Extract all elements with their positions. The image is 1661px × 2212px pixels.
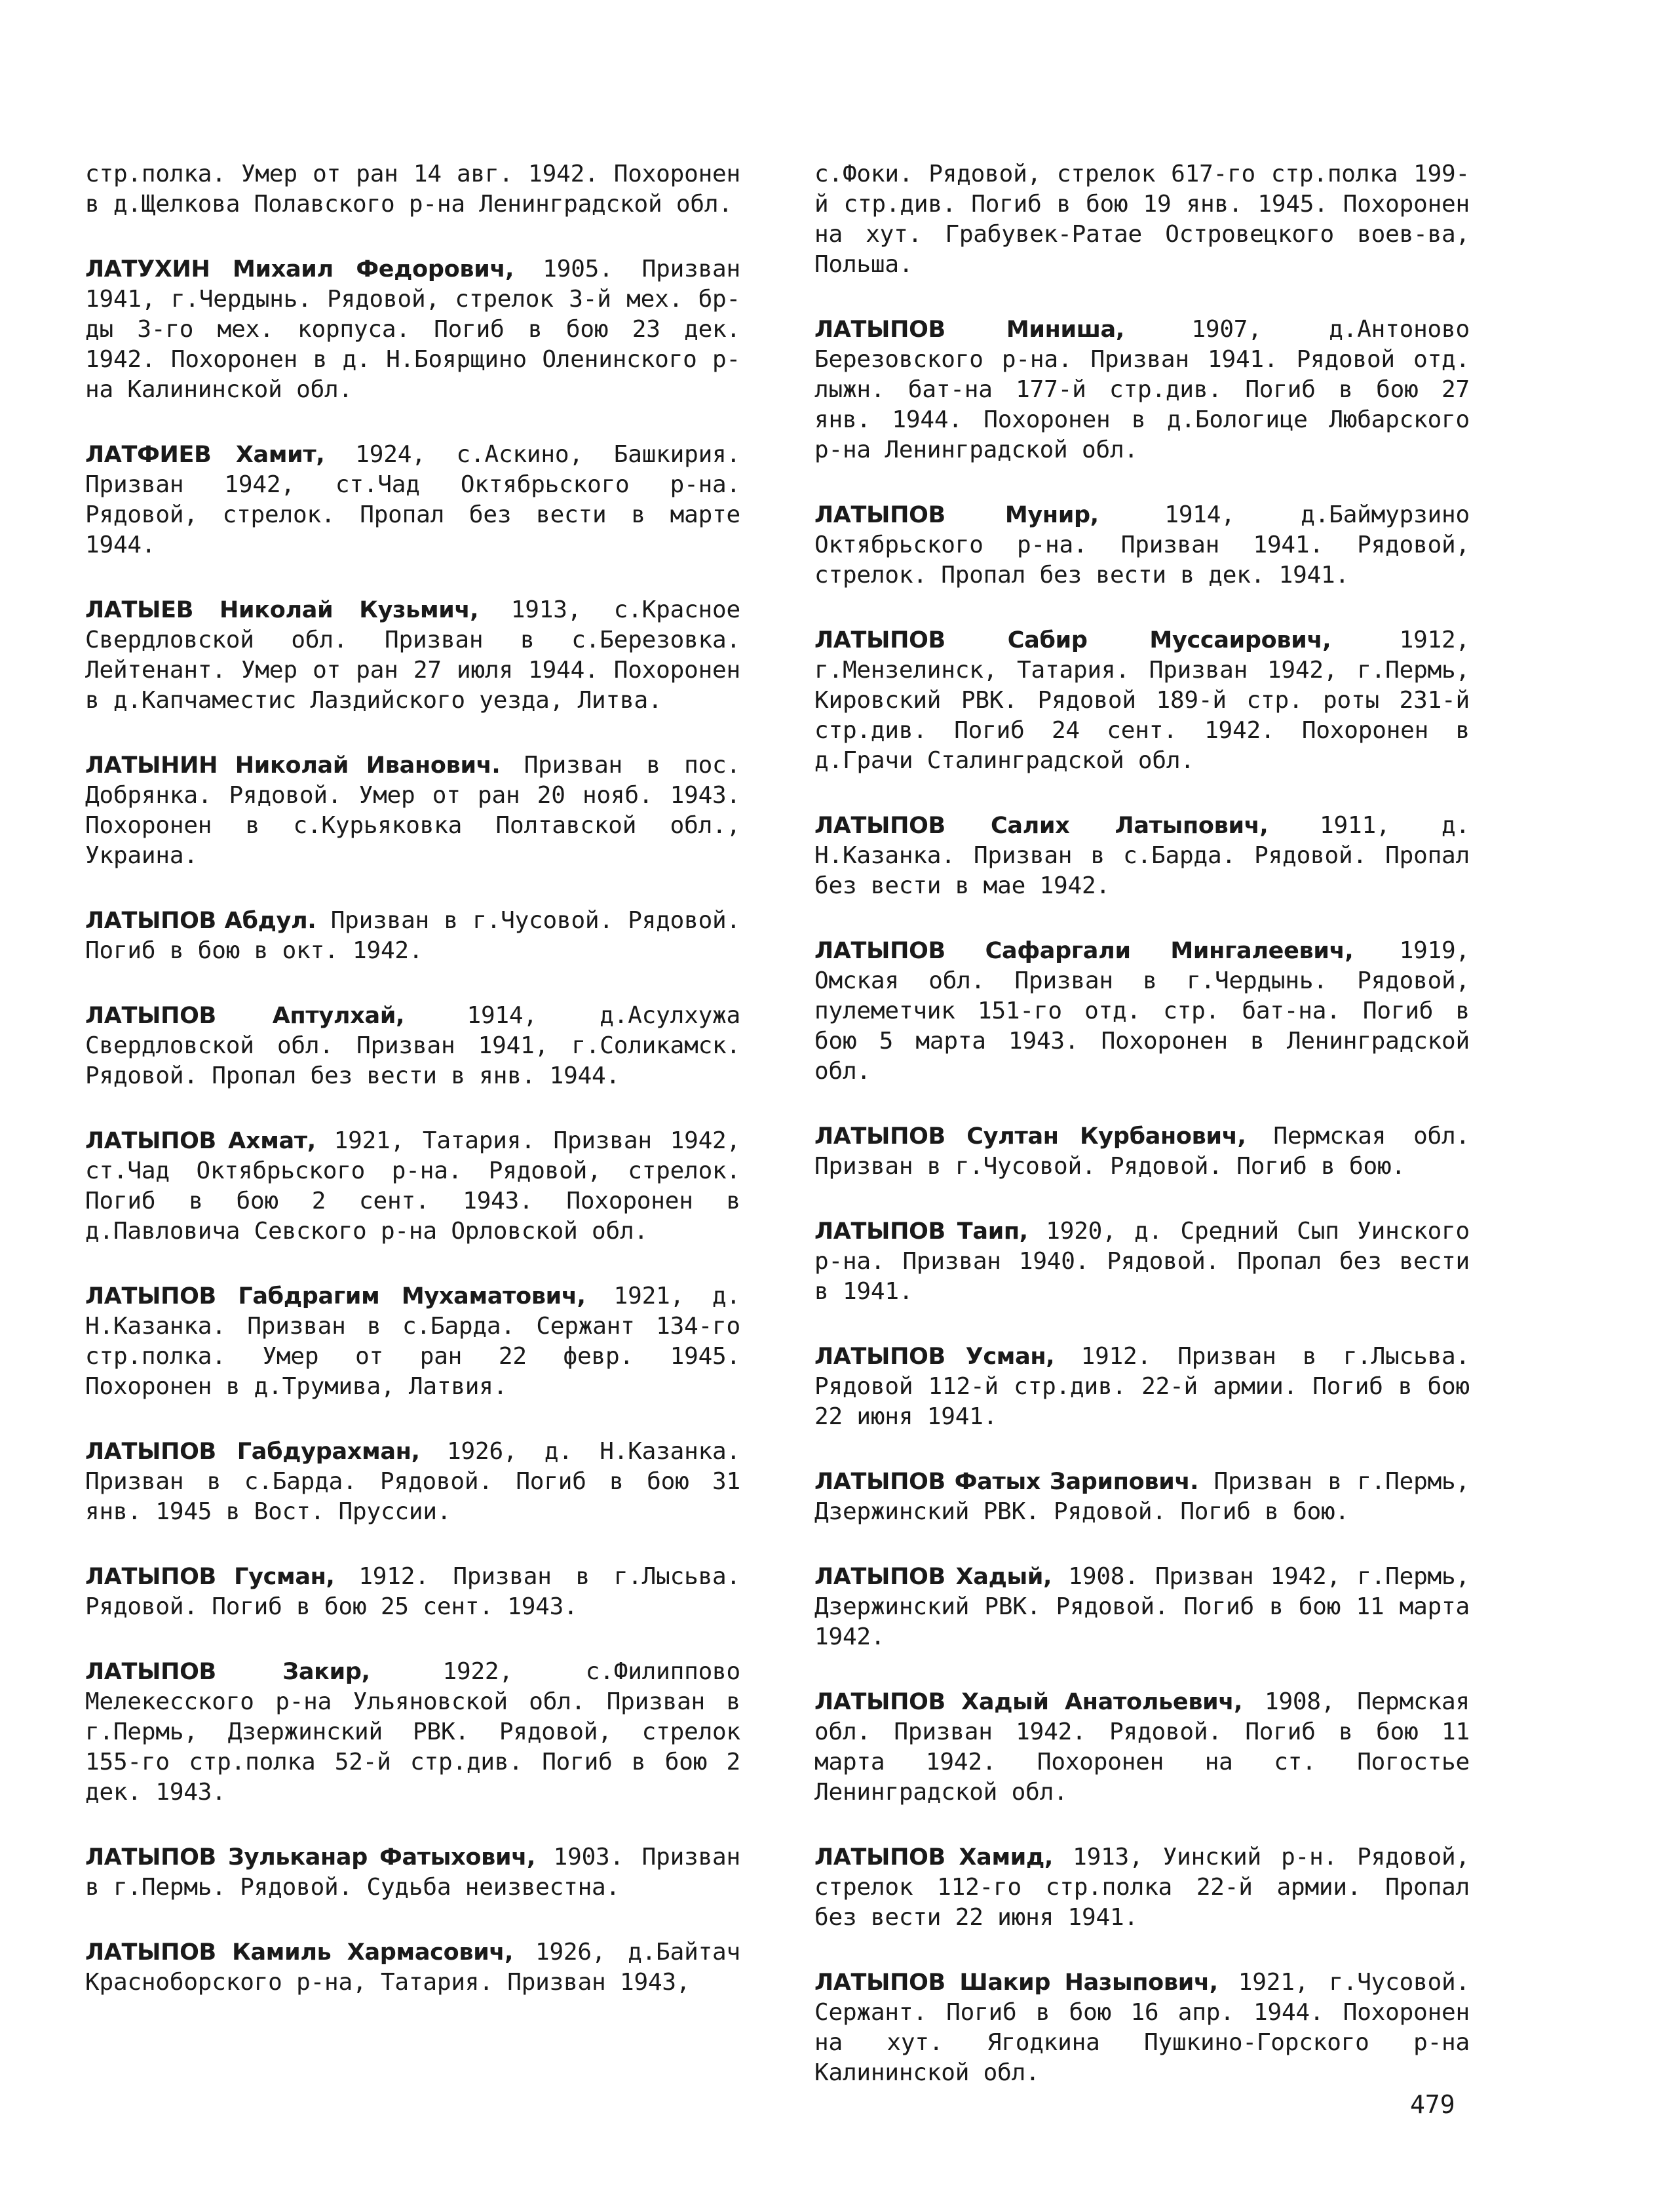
entry-heading: ЛАТУХИН Михаил Федорович, <box>85 256 514 282</box>
entry-heading: ЛАТЫПОВ Салих Латыпович, <box>814 813 1269 839</box>
entry <box>85 1657 740 1808</box>
entry-text: 1914, д.Асулхужа Свердловской обл. Призван 1941, г.Соликамск. Рядовой. Пропал без вести в янв. 1944. <box>85 1002 740 1089</box>
entry-text: 1913, Уинский р-н. Рядовой, стрелок 112-го стр.полка 22-й армии. Пропал без вести 22 июня 1941. <box>814 1844 1470 1931</box>
entry-text: 1921, Татария. Призван 1942, ст.Чад Октябрьского р-на. Рядовой, стрелок. Погиб в бою 2 сент. 1943. Похоронен в д.Павловича Севского р-на Орловской обл. <box>85 1127 740 1245</box>
entry-heading: ЛАТЫПОВ Сабир Муссаирович, <box>814 627 1331 653</box>
entry-heading: ЛАТФИЕВ Хамит, <box>85 442 325 468</box>
entry-heading: ЛАТЫПОВ Ахмат, <box>85 1128 316 1154</box>
entry-text: 1912. Призван в г.Лысьва. Рядовой 112-й стр.див. 22-й армии. Погиб в бою 22 июня 1941. <box>814 1343 1470 1430</box>
entry-text: 1912. Призван в г.Лысьва. Рядовой. Погиб в бою 25 сент. 1943. <box>85 1563 740 1620</box>
entry <box>814 1842 1470 1933</box>
left-column <box>85 159 740 2032</box>
entry-heading: ЛАТЫПОВ Габдрагим Мухаматович, <box>85 1283 586 1310</box>
entry <box>85 1437 740 1527</box>
entry-text: 1912, г.Мензелинск, Татария. Призван 1942, г.Пермь, Кировский РВК. Рядовой 189-й стр. роты 231-й стр.див. Погиб 24 сент. 1942. Похоронен в д.Грачи Сталинградской обл. <box>814 627 1470 774</box>
page-number: 479 <box>1410 2090 1455 2119</box>
entry-heading: ЛАТЫПОВ Султан Курбанович, <box>814 1123 1246 1150</box>
entry-heading: ЛАТЫПОВ Аптулхай, <box>85 1003 405 1029</box>
entry-text: 1914, д.Баймурзино Октябрьского р-на. Призван 1941. Рядовой, стрелок. Пропал без вести в дек. 1941. <box>814 501 1470 589</box>
entry-text: 1903. Призван в г.Пермь. Рядовой. Судьба неизвестна. <box>85 1844 740 1901</box>
entry-text: 1905. Призван 1941, г.Чердынь. Рядовой, стрелок 3-й мех. бр-ды 3-го мех. корпуса. Погиб в бою 23 дек. 1942. Похоронен в д. Н.Боярщино Оленинского р-на Калининской обл. <box>85 256 740 403</box>
entry-heading: ЛАТЫПОВ Фатых Зарипович. <box>814 1469 1199 1495</box>
entry-text: 1921, г.Чусовой. Сержант. Погиб в бою 16 апр. 1944. Похоронен на хут. Ягодкина Пушкино-Горского р-на Калининской обл. <box>814 1969 1470 2086</box>
entry <box>814 159 1470 280</box>
entry <box>814 811 1470 901</box>
entry-text: 1911, д. Н.Казанка. Призван в с.Барда. Рядовой. Пропал без вести в мае 1942. <box>814 812 1470 899</box>
entry-text: Пермская обл. Призван в г.Чусовой. Рядовой. Погиб в бою. <box>814 1123 1470 1180</box>
right-column <box>814 159 1470 2123</box>
entry <box>85 1842 740 1903</box>
entry <box>814 1342 1470 1432</box>
entry <box>85 1937 740 1998</box>
entry-text: с.Фоки. Рядовой, стрелок 617-го стр.полка 199-й стр.див. Погиб в бою 19 янв. 1945. Похоронен на хут. Грабувек-Ратае Островецкого воев-ва, Польша. <box>814 161 1470 278</box>
entry-text: 1919, Омская обл. Призван в г.Чердынь. Рядовой, пулеметчик 151-го отд. стр. бат-на. Погиб в бою 5 марта 1943. Похоронен в Ленинградской обл. <box>814 937 1470 1085</box>
entry-heading: ЛАТЫПОВ Хадый, <box>814 1564 1052 1590</box>
entry <box>814 1467 1470 1527</box>
entry-text: Призван в г.Пермь, Дзержинский РВК. Рядовой. Погиб в бою. <box>814 1468 1470 1525</box>
entry-heading: ЛАТЫНИН Николай Иванович. <box>85 752 501 779</box>
entry <box>85 254 740 405</box>
entry <box>814 936 1470 1087</box>
entry <box>85 159 740 220</box>
entry <box>814 1121 1470 1182</box>
entry-text: Призван в г.Чусовой. Рядовой. Погиб в бою в окт. 1942. <box>85 907 740 964</box>
entry <box>85 1001 740 1091</box>
entry-heading: ЛАТЫПОВ Миниша, <box>814 317 1124 343</box>
entry-heading: ЛАТЫПОВ Зульканар Фатыхович, <box>85 1844 535 1871</box>
entry <box>814 1562 1470 1652</box>
entry <box>85 750 740 871</box>
entry-text: 1908. Призван 1942, г.Пермь, Дзержинский РВК. Рядовой. Погиб в бою 11 марта 1942. <box>814 1563 1470 1650</box>
entry-heading: ЛАТЫПОВ Закир, <box>85 1659 370 1685</box>
entry-heading: ЛАТЫПОВ Шакир Назыпович, <box>814 1969 1218 1996</box>
entry <box>85 1281 740 1402</box>
entry-text: Призван в пос. Добрянка. Рядовой. Умер от ран 20 нояб. 1943. Похоронен в с.Курьяковка Полтавской обл., Украина. <box>85 752 741 869</box>
entry-heading: ЛАТЫЕВ Николай Кузьмич, <box>85 597 479 623</box>
entry-text: 1908, Пермская обл. Призван 1942. Рядовой. Погиб в бою 11 марта 1942. Похоронен на ст. Погостье Ленинградской обл. <box>814 1688 1470 1806</box>
entry-text: 1926, д.Байтач Красноборского р-на, Татария. Призван 1943, <box>85 1939 740 1996</box>
entry-text: 1926, д. Н.Казанка. Призван в с.Барда. Рядовой. Погиб в бою 31 янв. 1945 в Вост. Пруссии. <box>85 1438 740 1525</box>
entry-heading: ЛАТЫПОВ Сафаргали Мингалеевич, <box>814 938 1354 964</box>
entry <box>85 1126 740 1247</box>
entry-heading: ЛАТЫПОВ Усман, <box>814 1344 1055 1370</box>
entry <box>814 1968 1470 2088</box>
entry-text: 1924, с.Аскино, Башкирия. Призван 1942, ст.Чад Октябрьского р-на. Рядовой, стрелок. Пропал без вести в марте 1944. <box>85 441 740 558</box>
entry-text: 1920, д. Средний Сып Уинского р-на. Призван 1940. Рядовой. Пропал без вести в 1941. <box>814 1218 1470 1305</box>
entry-heading: ЛАТЫПОВ Таип, <box>814 1218 1028 1245</box>
entry-text: 1922, с.Филиппово Мелекесского р-на Ульяновской обл. Призван в г.Пермь, Дзержинский РВК. Рядовой, стрелок 155-го стр.полка 52-й стр.див. Погиб в бою 2 дек. 1943. <box>85 1658 741 1806</box>
entry-text: стр.полка. Умер от ран 14 авг. 1942. Похоронен в д.Щелкова Полавского р-на Ленинградской обл. <box>85 161 740 218</box>
entry <box>814 500 1470 591</box>
entry-text: 1913, с.Красное Свердловской обл. Призван в с.Березовка. Лейтенант. Умер от ран 27 июля 1944. Похоронен в д.Капчамеcтис Лаздийского уезда, Литва. <box>85 596 740 714</box>
entry-heading: ЛАТЫПОВ Камиль Хармасович, <box>85 1939 514 1966</box>
entry <box>85 906 740 966</box>
entry-heading: ЛАТЫПОВ Абдул. <box>85 908 316 934</box>
entry-heading: ЛАТЫПОВ Габдурахман, <box>85 1439 420 1465</box>
entry-heading: ЛАТЫПОВ Гусман, <box>85 1564 335 1590</box>
entry-text: 1921, д. Н.Казанка. Призван в с.Барда. Сержант 134-го стр.полка. Умер от ран 22 февр. 1945. Похоронен в д.Трумива, Латвия. <box>85 1283 741 1400</box>
entry <box>814 315 1470 465</box>
entry <box>814 1687 1470 1808</box>
entry-heading: ЛАТЫПОВ Хадый Анатольевич, <box>814 1689 1243 1715</box>
entry <box>814 625 1470 776</box>
entry-heading: ЛАТЫПОВ Мунир, <box>814 502 1099 528</box>
entry-heading: ЛАТЫПОВ Хамид, <box>814 1844 1053 1871</box>
entry <box>85 1562 740 1622</box>
entry <box>814 1216 1470 1307</box>
entry-text: 1907, д.Антоново Березовского р-на. Призван 1941. Рядовой отд. лыжн. бат-на 177-й стр.див. Погиб в бою 27 янв. 1944. Похоронен в д.Бологице Любарского р-на Ленинградской обл. <box>814 316 1470 463</box>
entry <box>85 440 740 560</box>
entry <box>85 595 740 716</box>
